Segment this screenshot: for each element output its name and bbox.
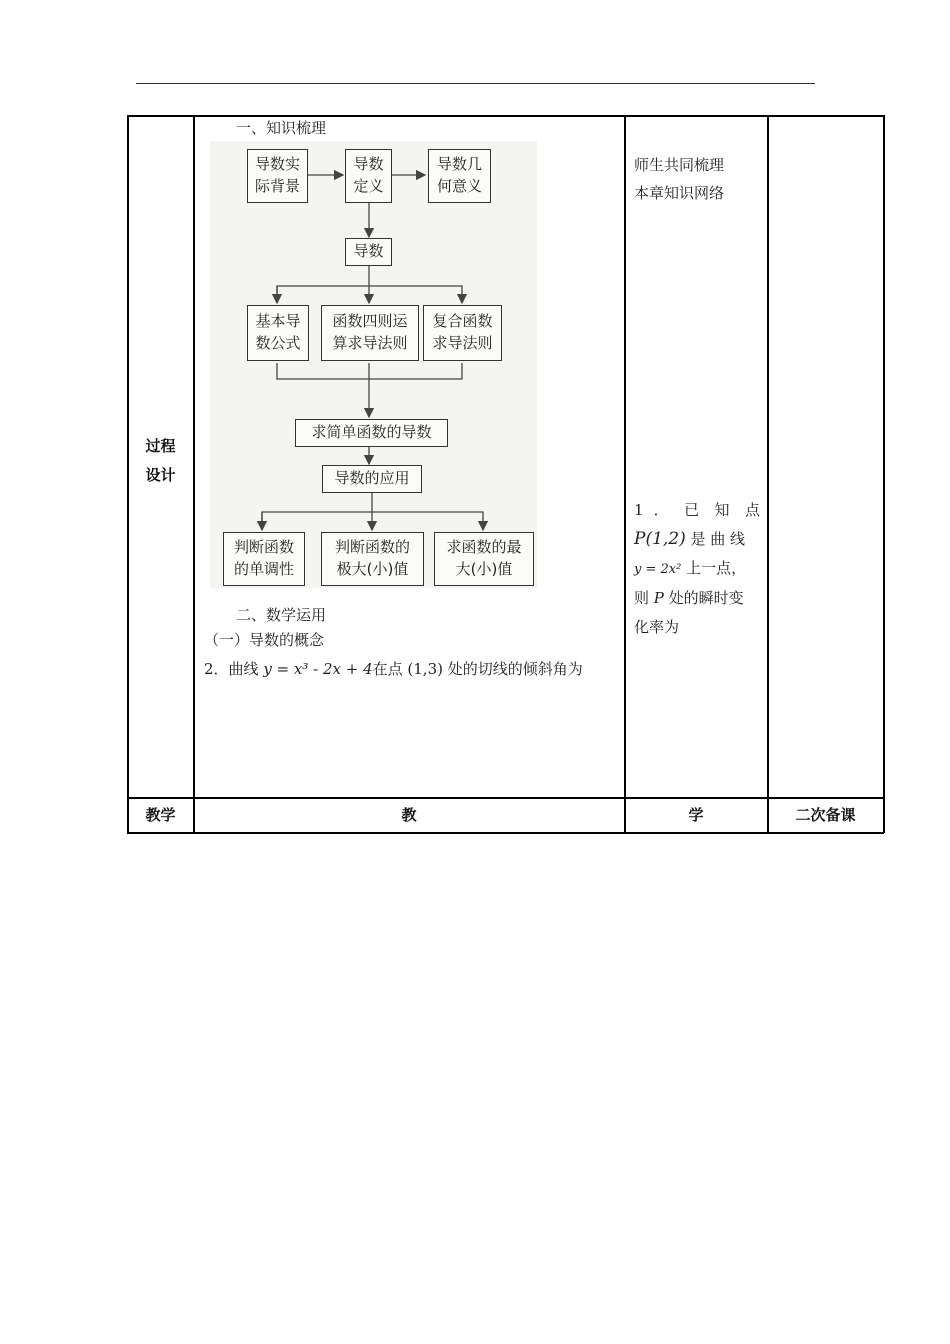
question-1-line2 xyxy=(634,525,760,554)
question-2-equation: y = x³ - 2x + 4 xyxy=(263,660,373,678)
question-1-line4 xyxy=(634,584,760,613)
table-col-divider-1 xyxy=(193,115,195,833)
node-monotonicity-line2: 的单调性 xyxy=(233,560,294,578)
node-max-min-line1: 求函数的最 xyxy=(446,538,522,557)
table-right-border xyxy=(883,115,885,833)
section-heading-knowledge: 一、知识梳理 xyxy=(236,119,327,137)
question-2 xyxy=(204,658,583,679)
node-arithmetic-line1: 函数四则运 xyxy=(332,312,408,331)
table-bottom-border xyxy=(127,832,884,834)
footer-second-prep: 二次备课 xyxy=(795,806,856,824)
table-col-divider-2 xyxy=(624,115,626,833)
node-monotonicity-line1: 判断函数 xyxy=(233,538,294,557)
node-max-min xyxy=(434,532,534,586)
node-composite-rules xyxy=(423,305,502,361)
node-definition-line2: 定义 xyxy=(353,177,384,195)
question-1-line3-text: 上一点， xyxy=(681,559,747,577)
node-geometric-line1: 导数几 xyxy=(436,155,482,174)
question-2-text-mid: 在点 xyxy=(372,660,403,678)
teacher-note-line1: 师生共同梳理 xyxy=(634,156,725,174)
question-1-point-p: P xyxy=(653,589,664,607)
node-extrema xyxy=(321,532,424,586)
node-basic-formulas xyxy=(247,305,309,361)
node-background-line2: 际背景 xyxy=(254,177,300,195)
node-background xyxy=(247,149,308,203)
question-2-point: (1,3) xyxy=(402,660,448,678)
question-1-line3 xyxy=(634,554,760,584)
node-definition xyxy=(345,149,392,203)
question-1-line5: 化率为 xyxy=(634,618,680,636)
question-1 xyxy=(634,496,760,642)
node-applications: 导数的应用 xyxy=(322,465,422,493)
question-1-curve: y = 2x² xyxy=(634,562,682,577)
question-1-line2-text: 是 曲 线 xyxy=(685,530,746,548)
question-1-point: P(1,2) xyxy=(634,529,686,549)
header-rule xyxy=(136,83,815,84)
node-basic-line2: 数公式 xyxy=(255,334,301,352)
question-1-line4-text: 处的瞬时变 xyxy=(663,589,744,607)
node-derivative: 导数 xyxy=(345,238,392,266)
question-2-text-tail: 处的切线的倾斜角为 xyxy=(447,660,583,678)
footer-teach: 教 xyxy=(401,806,417,824)
node-max-min-line2: 大(小)值 xyxy=(455,560,513,578)
node-extrema-line2: 极大(小)值 xyxy=(336,560,409,578)
footer-teaching: 教学 xyxy=(145,806,176,824)
node-monotonicity xyxy=(223,532,305,586)
node-definition-line1: 导数 xyxy=(353,155,384,174)
question-1-line1: 1 ． 已 知 点 xyxy=(634,501,760,519)
section-heading-application: 二、数学运用 xyxy=(236,606,327,624)
footer-learn: 学 xyxy=(688,806,704,824)
node-composite-line2: 求导法则 xyxy=(432,334,493,352)
node-simple-derivatives: 求简单函数的导数 xyxy=(295,419,448,447)
node-arithmetic-line2: 算求导法则 xyxy=(332,334,408,352)
flowchart-arrows xyxy=(210,141,537,588)
knowledge-flowchart xyxy=(210,141,537,588)
node-geometric-line2: 何意义 xyxy=(436,177,482,195)
node-composite-line1: 复合函数 xyxy=(432,312,493,331)
table-col-divider-3 xyxy=(767,115,769,833)
node-extrema-line1: 判断函数的 xyxy=(334,538,410,557)
question-1-line4-pre: 则 xyxy=(634,589,654,607)
node-background-line1: 导数实 xyxy=(254,155,300,174)
teacher-note-line2: 本章知识网络 xyxy=(634,184,725,202)
node-geometric-meaning xyxy=(428,149,491,203)
subsection-heading-concept: （一）导数的概念 xyxy=(204,631,325,649)
node-basic-line1: 基本导 xyxy=(255,312,301,331)
row-label-process-design: 过程 设计 xyxy=(145,437,176,484)
node-arithmetic-rules xyxy=(321,305,419,361)
question-2-number: 2．曲线 xyxy=(204,660,264,678)
